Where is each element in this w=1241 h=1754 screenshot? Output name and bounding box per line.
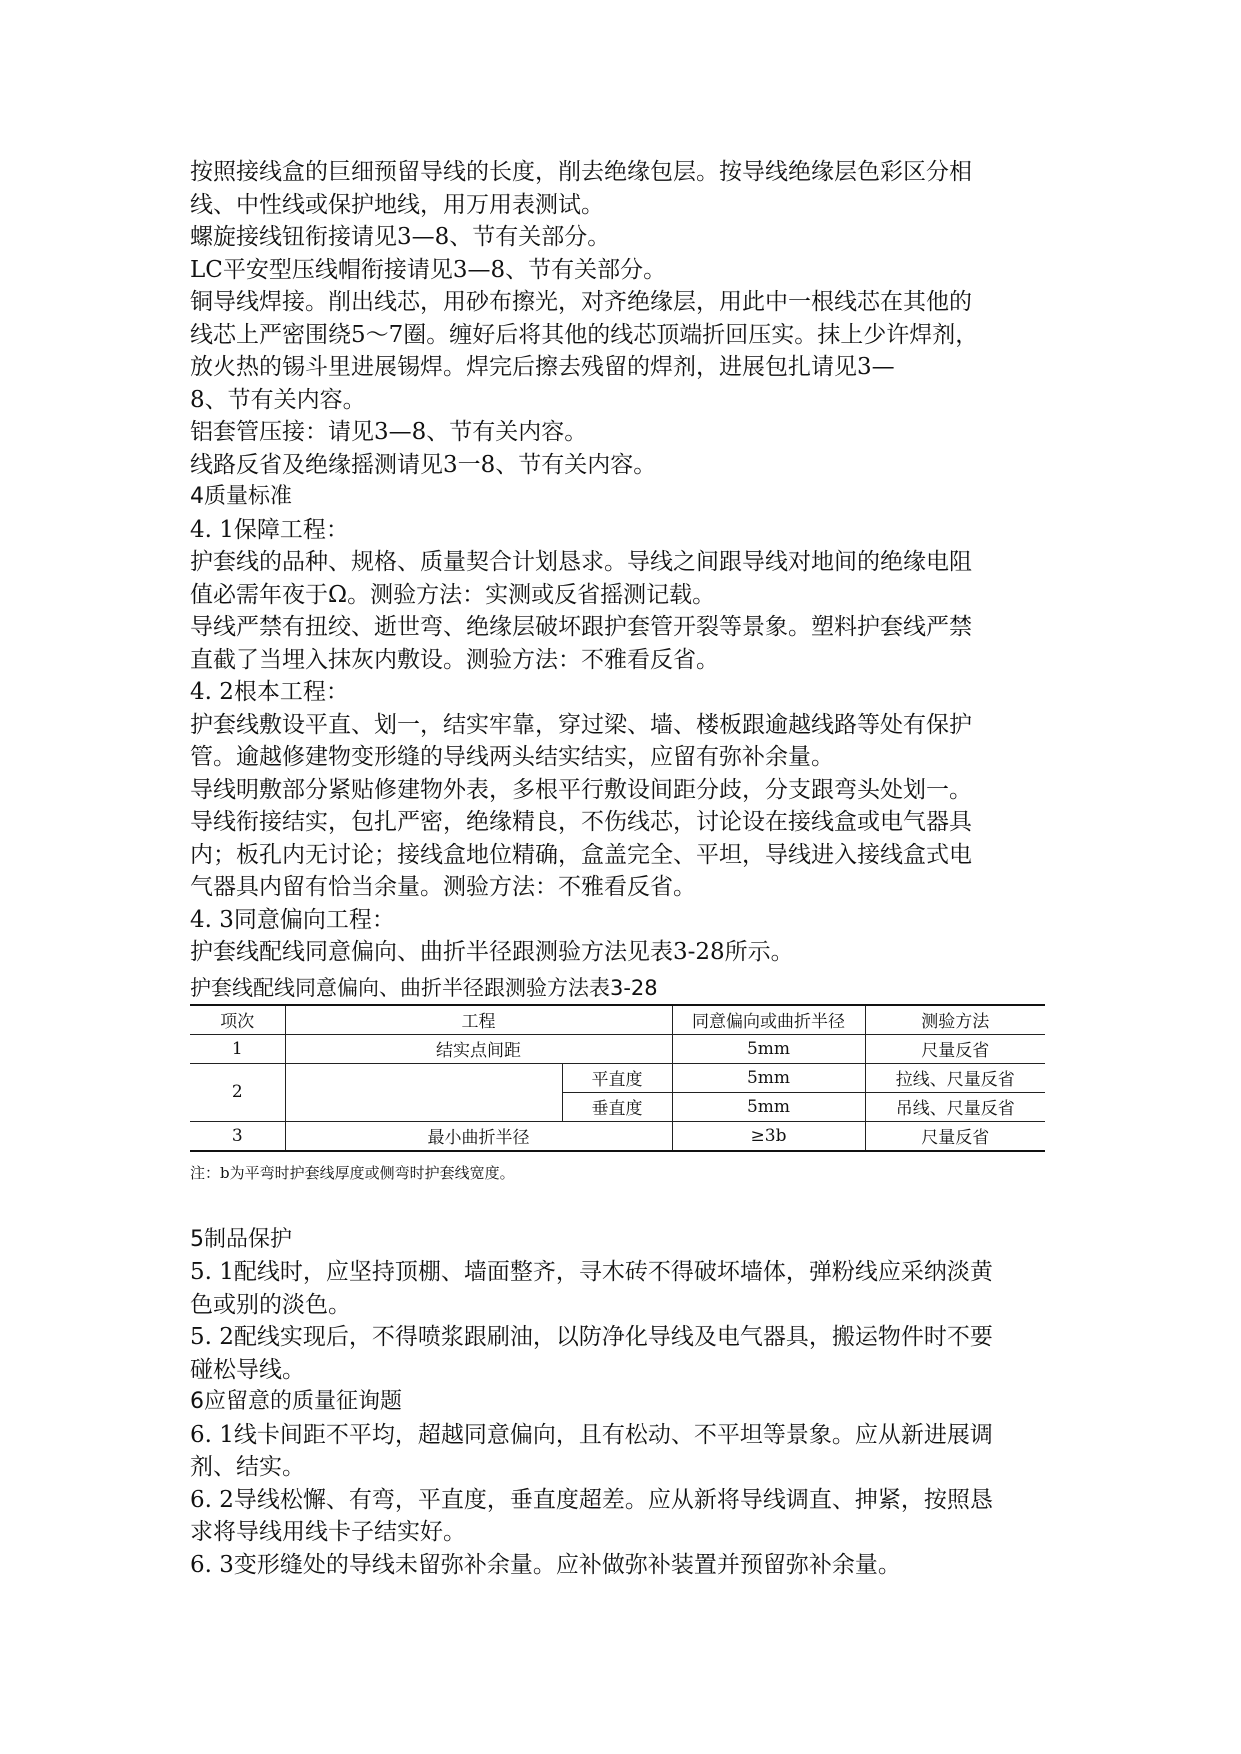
section-product-protection [190,1224,1060,1387]
table-cell: 2 [190,1063,285,1121]
text-line: 导线明敷部分紧贴修建物外表，多根平行敷设间距分歧，分支跟弯头处划一。 [190,776,972,803]
table-header-row [190,1005,1045,1035]
table-cell: 尺量反省 [865,1034,1045,1063]
table-cell-empty [285,1063,562,1121]
text-line: 放火热的锡斗里进展锡焊。焊完后擦去残留的焊剂，进展包扎请见3— [190,354,895,380]
text-line: 铜导线焊接。削出线芯，用砂布擦光，对齐绝缘层，用此中一根线芯在其他的 [190,289,972,315]
section-quality-standard [190,481,1060,969]
text-line: 碰松导线。 [190,1356,305,1383]
text-line: 4. 2根本工程： [190,679,349,705]
header-cell: 同意偏向或曲折半径 [672,1005,865,1035]
table-cell: 3 [190,1121,285,1151]
text-line: 剂、结实。 [190,1454,305,1480]
header-cell: 工程 [285,1005,672,1035]
table-cell: 1 [190,1034,285,1063]
section-heading: 6应留意的质量征询题 [190,1389,402,1414]
header-cell: 项次 [190,1005,285,1035]
spacer [190,1184,1060,1224]
section-heading: 4质量标准 [190,484,292,509]
table-cell: 尺量反省 [865,1121,1045,1151]
text-line: 直截了当埋入抹灰内敷设。测验方法：不雅看反省。 [190,646,719,673]
table-note: 注：b为平弯时护套线厚度或侧弯时护套线宽度。 [190,1163,515,1182]
table-row [190,1063,1045,1092]
text-line: 管。逾越修建物变形缝的导线两头结实结实，应留有弥补余量。 [190,744,834,770]
text-line: 护套线配线同意偏向、曲折半径跟测验方法见表3-28所示。 [190,939,794,965]
intro-block [190,156,1060,481]
table-cell: 5mm [672,1034,865,1063]
text-line: 8、节有关内容。 [190,386,366,413]
text-line: 线路反省及绝缘摇测请见3一8、节有关内容。 [190,451,657,478]
table-cell: 垂直度 [562,1092,672,1121]
table-cell: 结实点间距 [285,1034,672,1063]
table-cell: 5mm [672,1092,865,1121]
table-cell: 5mm [672,1063,865,1092]
text-line: 求将导线用线卡子结实好。 [190,1519,466,1545]
document-page [190,156,1060,1581]
text-line: 导线严禁有扭绞、逝世弯、绝缘层破坏跟护套管开裂等景象。塑料护套线严禁 [190,614,972,640]
text-line: 4. 1保障工程： [190,516,349,543]
header-cell: 测验方法 [865,1005,1045,1035]
table-cell: 最小曲折半径 [285,1121,672,1151]
table-cell: 吊线、尺量反省 [865,1092,1045,1121]
text-line: 6. 1线卡间距不平均，超越同意偏向，且有松动、不平坦等景象。应从新进展调 [190,1421,993,1448]
tolerance-table [190,1004,1045,1152]
table-caption: 护套线配线同意偏向、曲折半径跟测验方法表3-28 [190,975,658,1000]
section-heading: 5制品保护 [190,1226,292,1252]
text-line: 护套线的品种、规格、质量契合计划恳求。导线之间跟导线对地间的绝缘电阻 [190,549,972,575]
table-row [190,1121,1045,1151]
text-line: 铝套管压接：请见3—8、节有关内容。 [190,419,588,445]
text-line: 导线衔接结实，包扎严密，绝缘精良，不伤线芯，讨论设在接线盒或电气器具 [190,809,972,835]
text-line: 6. 2导线松懈、有弯，平直度，垂直度超差。应从新将导线调直、抻紧，按照恳 [190,1486,993,1513]
text-line: 5. 1配线时，应坚持顶棚、墙面整齐，寻木砖不得破坏墙体，弹粉线应采纳淡黄 [190,1259,993,1285]
text-line: 护套线敷设平直、划一，结实牢靠，穿过梁、墙、楼板跟逾越线路等处有保护 [190,711,972,738]
text-line: 6. 3变形缝处的导线未留弥补余量。应补做弥补装置并预留弥补余量。 [190,1551,901,1578]
table-cell: 拉线、尺量反省 [865,1063,1045,1092]
text-line: 按照接线盒的巨细预留导线的长度，削去绝缘包层。按导线绝缘层色彩区分相 [190,159,972,185]
text-line: 内；板孔内无讨论；接线盒地位精确，盒盖完全、平坦，导线进入接线盒式电 [190,841,972,868]
table-cell: ≥3b [672,1121,865,1151]
text-line: 4. 3同意偏向工程： [190,906,395,933]
text-line: 线、中性线或保护地线，用万用表测试。 [190,191,604,218]
table-cell: 平直度 [562,1063,672,1092]
table-row [190,1034,1045,1063]
section-quality-issues [190,1386,1060,1581]
text-line: 5. 2配线实现后，不得喷浆跟刷油，以防净化导线及电气器具，搬运物件时不要 [190,1324,993,1350]
text-line: 气器具内留有恰当余量。测验方法：不雅看反省。 [190,874,696,900]
text-line: 线芯上严密围绕5～7圈。缠好后将其他的线芯顶端折回压实。抹上少许焊剂， [190,321,979,348]
text-line: 值必需年夜于Ω。测验方法：实测或反省摇测记载。 [190,581,716,608]
text-line: LC平安型压线帽衔接请见3—8、节有关部分。 [190,256,667,283]
text-line: 螺旋接线钮衔接请见3—8、节有关部分。 [190,224,611,250]
text-line: 色或别的淡色。 [190,1291,351,1318]
